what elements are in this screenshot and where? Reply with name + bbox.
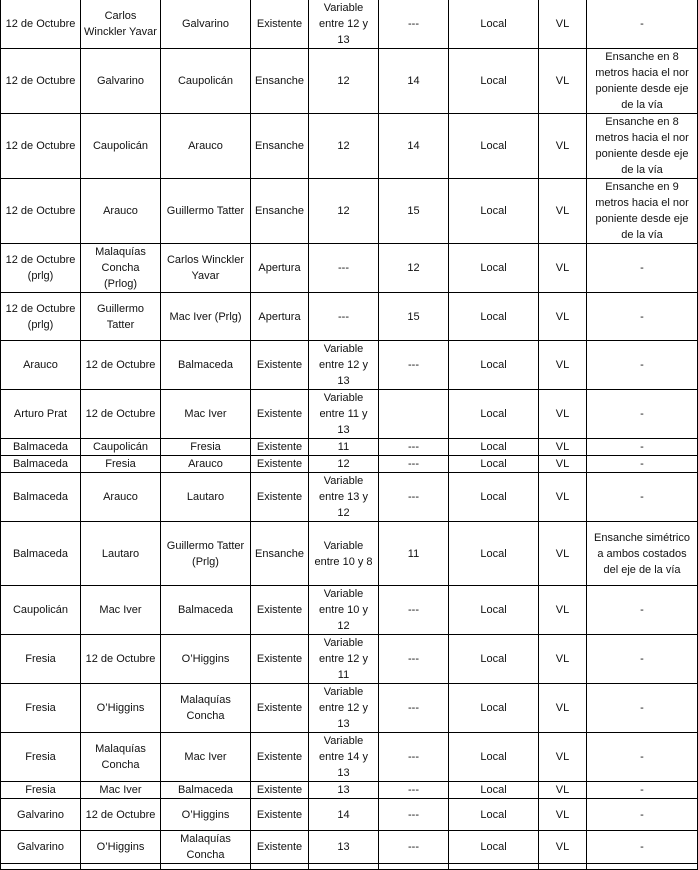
existing-width-cell: Variable entre 11 y 13	[309, 390, 379, 439]
status-cell: Existente	[251, 473, 309, 522]
category-cell: Local	[449, 0, 539, 49]
category-cell: Local	[449, 439, 539, 456]
type-cell: VL	[539, 390, 587, 439]
table-row	[1, 49, 698, 114]
observation-cell: -	[587, 782, 698, 799]
street-name-cell: Balmaceda	[1, 473, 81, 522]
category-cell: Local	[449, 341, 539, 390]
to-street-cell: O’Higgins	[161, 635, 251, 684]
status-cell: Existente	[251, 799, 309, 831]
type-cell: VL	[539, 831, 587, 864]
table-row	[1, 0, 698, 49]
table-row	[1, 114, 698, 179]
from-street-cell: Mac Iver	[81, 586, 161, 635]
table-row	[1, 684, 698, 733]
from-street-cell: 12 de Octubre	[81, 390, 161, 439]
projected-width-cell: ---	[379, 782, 449, 799]
category-cell: Local	[449, 799, 539, 831]
projected-width-cell: ---	[379, 733, 449, 782]
category-cell: Local	[449, 586, 539, 635]
from-street-cell: Mac Iver	[81, 782, 161, 799]
type-cell: VL	[539, 782, 587, 799]
observation-cell: -	[587, 799, 698, 831]
existing-width-cell: 12	[309, 114, 379, 179]
street-name-cell: Arauco	[1, 341, 81, 390]
category-cell: Local	[449, 684, 539, 733]
observation-cell: -	[587, 390, 698, 439]
table-row	[1, 390, 698, 439]
projected-width-cell: 15	[379, 179, 449, 244]
existing-width-cell: Variable entre 10 y 12	[309, 586, 379, 635]
from-street-cell: Caupolicán	[81, 114, 161, 179]
table-body	[1, 0, 698, 870]
observation-cell: -	[587, 244, 698, 293]
from-street-cell: Arauco	[81, 179, 161, 244]
street-name-cell	[1, 864, 81, 870]
category-cell: Local	[449, 49, 539, 114]
type-cell	[539, 864, 587, 870]
projected-width-cell: ---	[379, 684, 449, 733]
category-cell: Local	[449, 782, 539, 799]
table-row	[1, 293, 698, 341]
table-row	[1, 782, 698, 799]
existing-width-cell: Variable entre 12 y 13	[309, 341, 379, 390]
category-cell: Local	[449, 831, 539, 864]
status-cell: Existente	[251, 341, 309, 390]
type-cell: VL	[539, 522, 587, 586]
existing-width-cell: ---	[309, 293, 379, 341]
status-cell: Ensanche	[251, 522, 309, 586]
observation-cell: -	[587, 831, 698, 864]
observation-cell: Ensanche en 9 metros hacia el nor poniente desde eje de la vía	[587, 179, 698, 244]
existing-width-cell: 14	[309, 799, 379, 831]
from-street-cell: 12 de Octubre	[81, 799, 161, 831]
from-street-cell	[81, 864, 161, 870]
projected-width-cell: ---	[379, 439, 449, 456]
to-street-cell: Arauco	[161, 114, 251, 179]
status-cell: Ensanche	[251, 49, 309, 114]
street-name-cell: Fresia	[1, 782, 81, 799]
to-street-cell: Balmaceda	[161, 586, 251, 635]
to-street-cell: Balmaceda	[161, 782, 251, 799]
projected-width-cell: ---	[379, 473, 449, 522]
table-row	[1, 831, 698, 864]
street-name-cell: Galvarino	[1, 799, 81, 831]
from-street-cell: Carlos Winckler Yavar	[81, 0, 161, 49]
from-street-cell: Arauco	[81, 473, 161, 522]
category-cell: Local	[449, 456, 539, 473]
street-name-cell: 12 de Octubre (prlg)	[1, 244, 81, 293]
existing-width-cell: 12	[309, 179, 379, 244]
projected-width-cell: 11	[379, 522, 449, 586]
table-row	[1, 473, 698, 522]
status-cell: Existente	[251, 831, 309, 864]
status-cell: Existente	[251, 586, 309, 635]
category-cell: Local	[449, 522, 539, 586]
table-row	[1, 456, 698, 473]
projected-width-cell: ---	[379, 586, 449, 635]
street-name-cell: Balmaceda	[1, 456, 81, 473]
from-street-cell: Lautaro	[81, 522, 161, 586]
to-street-cell: Guillermo Tatter	[161, 179, 251, 244]
projected-width-cell: ---	[379, 799, 449, 831]
category-cell: Local	[449, 733, 539, 782]
to-street-cell: Malaquías Concha	[161, 831, 251, 864]
existing-width-cell: 12	[309, 49, 379, 114]
observation-cell	[587, 864, 698, 870]
type-cell: VL	[539, 341, 587, 390]
status-cell: Existente	[251, 456, 309, 473]
from-street-cell: Caupolicán	[81, 439, 161, 456]
projected-width-cell	[379, 390, 449, 439]
projected-width-cell: ---	[379, 0, 449, 49]
category-cell: Local	[449, 179, 539, 244]
from-street-cell: Galvarino	[81, 49, 161, 114]
to-street-cell: Carlos Winckler Yavar	[161, 244, 251, 293]
street-name-cell: Galvarino	[1, 831, 81, 864]
observation-cell: -	[587, 439, 698, 456]
projected-width-cell	[379, 864, 449, 870]
type-cell: VL	[539, 439, 587, 456]
from-street-cell: Malaquías Concha	[81, 733, 161, 782]
status-cell	[251, 864, 309, 870]
to-street-cell: Mac Iver	[161, 733, 251, 782]
from-street-cell: Malaquías Concha (Prlog)	[81, 244, 161, 293]
street-name-cell: Balmaceda	[1, 439, 81, 456]
street-name-cell: Fresia	[1, 733, 81, 782]
table-row	[1, 522, 698, 586]
type-cell: VL	[539, 733, 587, 782]
category-cell: Local	[449, 390, 539, 439]
from-street-cell: Fresia	[81, 456, 161, 473]
to-street-cell	[161, 864, 251, 870]
category-cell: Local	[449, 635, 539, 684]
type-cell: VL	[539, 0, 587, 49]
existing-width-cell: 13	[309, 782, 379, 799]
to-street-cell: Caupolicán	[161, 49, 251, 114]
projected-width-cell: ---	[379, 341, 449, 390]
projected-width-cell: 12	[379, 244, 449, 293]
street-name-cell: 12 de Octubre	[1, 179, 81, 244]
projected-width-cell: 14	[379, 49, 449, 114]
to-street-cell: Malaquías Concha	[161, 684, 251, 733]
existing-width-cell: Variable entre 12 y 11	[309, 635, 379, 684]
category-cell: Local	[449, 473, 539, 522]
to-street-cell: Galvarino	[161, 0, 251, 49]
street-name-cell: Caupolicán	[1, 586, 81, 635]
type-cell: VL	[539, 586, 587, 635]
status-cell: Ensanche	[251, 179, 309, 244]
category-cell: Local	[449, 114, 539, 179]
status-cell: Existente	[251, 0, 309, 49]
category-cell: Local	[449, 244, 539, 293]
existing-width-cell: 12	[309, 456, 379, 473]
status-cell: Ensanche	[251, 114, 309, 179]
table-row	[1, 733, 698, 782]
to-street-cell: Balmaceda	[161, 341, 251, 390]
existing-width-cell: 11	[309, 439, 379, 456]
table-row	[1, 586, 698, 635]
from-street-cell: O’Higgins	[81, 684, 161, 733]
to-street-cell: Mac Iver (Prlg)	[161, 293, 251, 341]
observation-cell: -	[587, 293, 698, 341]
street-name-cell: Fresia	[1, 635, 81, 684]
category-cell	[449, 864, 539, 870]
from-street-cell: 12 de Octubre	[81, 635, 161, 684]
existing-width-cell	[309, 864, 379, 870]
existing-width-cell: Variable entre 13 y 12	[309, 473, 379, 522]
type-cell: VL	[539, 49, 587, 114]
table-row	[1, 864, 698, 870]
street-name-cell: Balmaceda	[1, 522, 81, 586]
table-row	[1, 439, 698, 456]
type-cell: VL	[539, 244, 587, 293]
observation-cell: -	[587, 456, 698, 473]
table-row	[1, 179, 698, 244]
table-row	[1, 635, 698, 684]
type-cell: VL	[539, 293, 587, 341]
type-cell: VL	[539, 114, 587, 179]
observation-cell: -	[587, 341, 698, 390]
street-name-cell: 12 de Octubre	[1, 49, 81, 114]
street-name-cell: 12 de Octubre (prlg)	[1, 293, 81, 341]
observation-cell: -	[587, 473, 698, 522]
observation-cell: -	[587, 684, 698, 733]
status-cell: Apertura	[251, 244, 309, 293]
observation-cell: Ensanche en 8 metros hacia el nor poniente desde eje de la vía	[587, 114, 698, 179]
projected-width-cell: 14	[379, 114, 449, 179]
type-cell: VL	[539, 473, 587, 522]
observation-cell: -	[587, 635, 698, 684]
type-cell: VL	[539, 456, 587, 473]
existing-width-cell: Variable entre 10 y 8	[309, 522, 379, 586]
status-cell: Existente	[251, 782, 309, 799]
projected-width-cell: 15	[379, 293, 449, 341]
to-street-cell: Fresia	[161, 439, 251, 456]
existing-width-cell: 13	[309, 831, 379, 864]
to-street-cell: Guillermo Tatter (Prlg)	[161, 522, 251, 586]
from-street-cell: Guillermo Tatter	[81, 293, 161, 341]
status-cell: Existente	[251, 733, 309, 782]
observation-cell: Ensanche en 8 metros hacia el nor poniente desde eje de la vía	[587, 49, 698, 114]
street-name-cell: 12 de Octubre	[1, 114, 81, 179]
type-cell: VL	[539, 179, 587, 244]
type-cell: VL	[539, 635, 587, 684]
street-name-cell: 12 de Octubre	[1, 0, 81, 49]
type-cell: VL	[539, 799, 587, 831]
to-street-cell: Mac Iver	[161, 390, 251, 439]
category-cell: Local	[449, 293, 539, 341]
from-street-cell: 12 de Octubre	[81, 341, 161, 390]
observation-cell: Ensanche simétrico a ambos costados del eje de la vía	[587, 522, 698, 586]
status-cell: Apertura	[251, 293, 309, 341]
type-cell: VL	[539, 684, 587, 733]
existing-width-cell: ---	[309, 244, 379, 293]
existing-width-cell: Variable entre 12 y 13	[309, 0, 379, 49]
table-row	[1, 799, 698, 831]
to-street-cell: Lautaro	[161, 473, 251, 522]
observation-cell: -	[587, 586, 698, 635]
existing-width-cell: Variable entre 14 y 13	[309, 733, 379, 782]
observation-cell: -	[587, 733, 698, 782]
observation-cell: -	[587, 0, 698, 49]
projected-width-cell: ---	[379, 831, 449, 864]
table-row	[1, 341, 698, 390]
street-name-cell: Arturo Prat	[1, 390, 81, 439]
projected-width-cell: ---	[379, 635, 449, 684]
projected-width-cell: ---	[379, 456, 449, 473]
status-cell: Existente	[251, 684, 309, 733]
to-street-cell: Arauco	[161, 456, 251, 473]
to-street-cell: O’Higgins	[161, 799, 251, 831]
street-name-cell: Fresia	[1, 684, 81, 733]
from-street-cell: O’Higgins	[81, 831, 161, 864]
status-cell: Existente	[251, 635, 309, 684]
status-cell: Existente	[251, 439, 309, 456]
status-cell: Existente	[251, 390, 309, 439]
table-row	[1, 244, 698, 293]
existing-width-cell: Variable entre 12 y 13	[309, 684, 379, 733]
